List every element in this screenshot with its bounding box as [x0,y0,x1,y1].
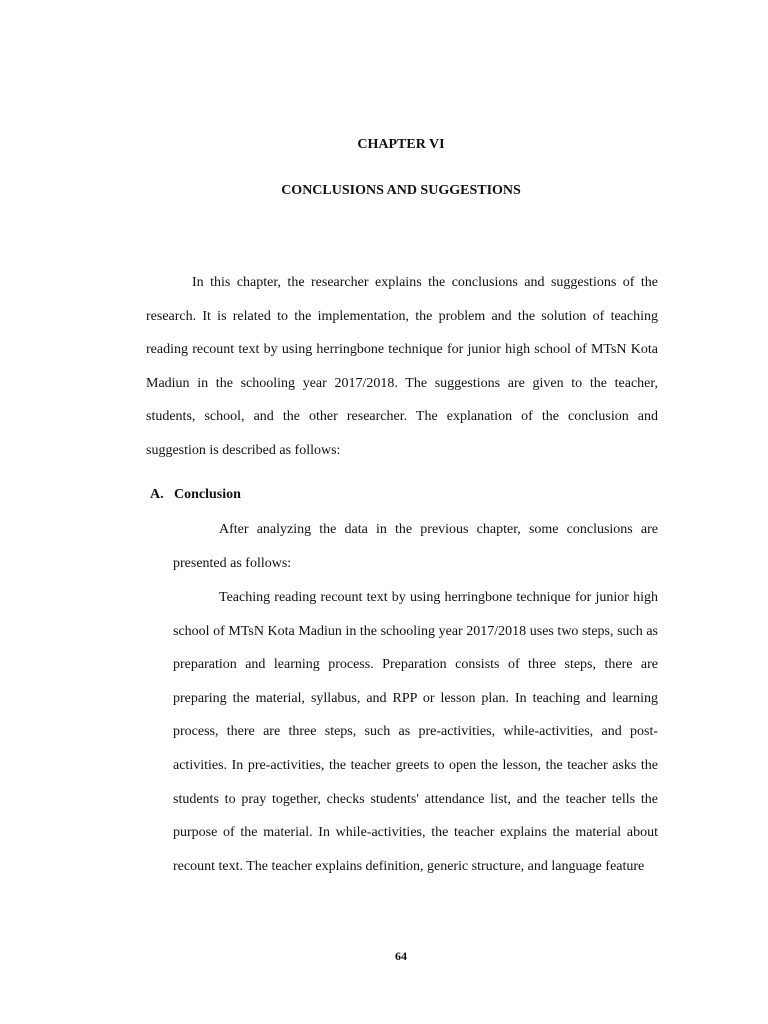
section-heading-text: Conclusion [174,487,241,502]
chapter-label: CHAPTER VI [357,137,445,152]
page-number: 64 [395,949,407,963]
conclusion-paragraph-2: Teaching reading recount text by using herringbone technique for junior high school of MTsN Kota Madiun in the schooling year 2017/2018 uses two steps, such as preparation and learning process. Preparation consists of three steps, there are preparing the material, syllabus, and RPP or lesson plan. In teaching and learning process, there are three steps, such as pre-activities, while-activities, and post-activities. In pre-activities, the teacher greets to open the lesson, the teacher asks the students to pray together, checks students' attendance list, and the teacher tells the purpose of the material. In while-activities, the teacher explains the material about recount text. The teacher explains definition, generic structure, and language feature [173,590,658,874]
section-letter: A. [150,487,164,502]
intro-paragraph: In this chapter, the researcher explains the conclusions and suggestions of the research. It is related to the implementation, the problem and the solution of teaching reading recount text by using herringbone technique for junior high school of MTsN Kota Madiun in the schooling year 2017/2018. The suggestions are given to the teacher, students, school, and the other researcher. The explanation of the conclusion and suggestion is described as follows: [146,275,658,458]
section-heading [150,487,241,503]
conclusion-paragraph-1: After analyzing the data in the previous chapter, some conclusions are presented as follows: [173,522,658,571]
chapter-title: CONCLUSIONS AND SUGGESTIONS [281,183,521,198]
